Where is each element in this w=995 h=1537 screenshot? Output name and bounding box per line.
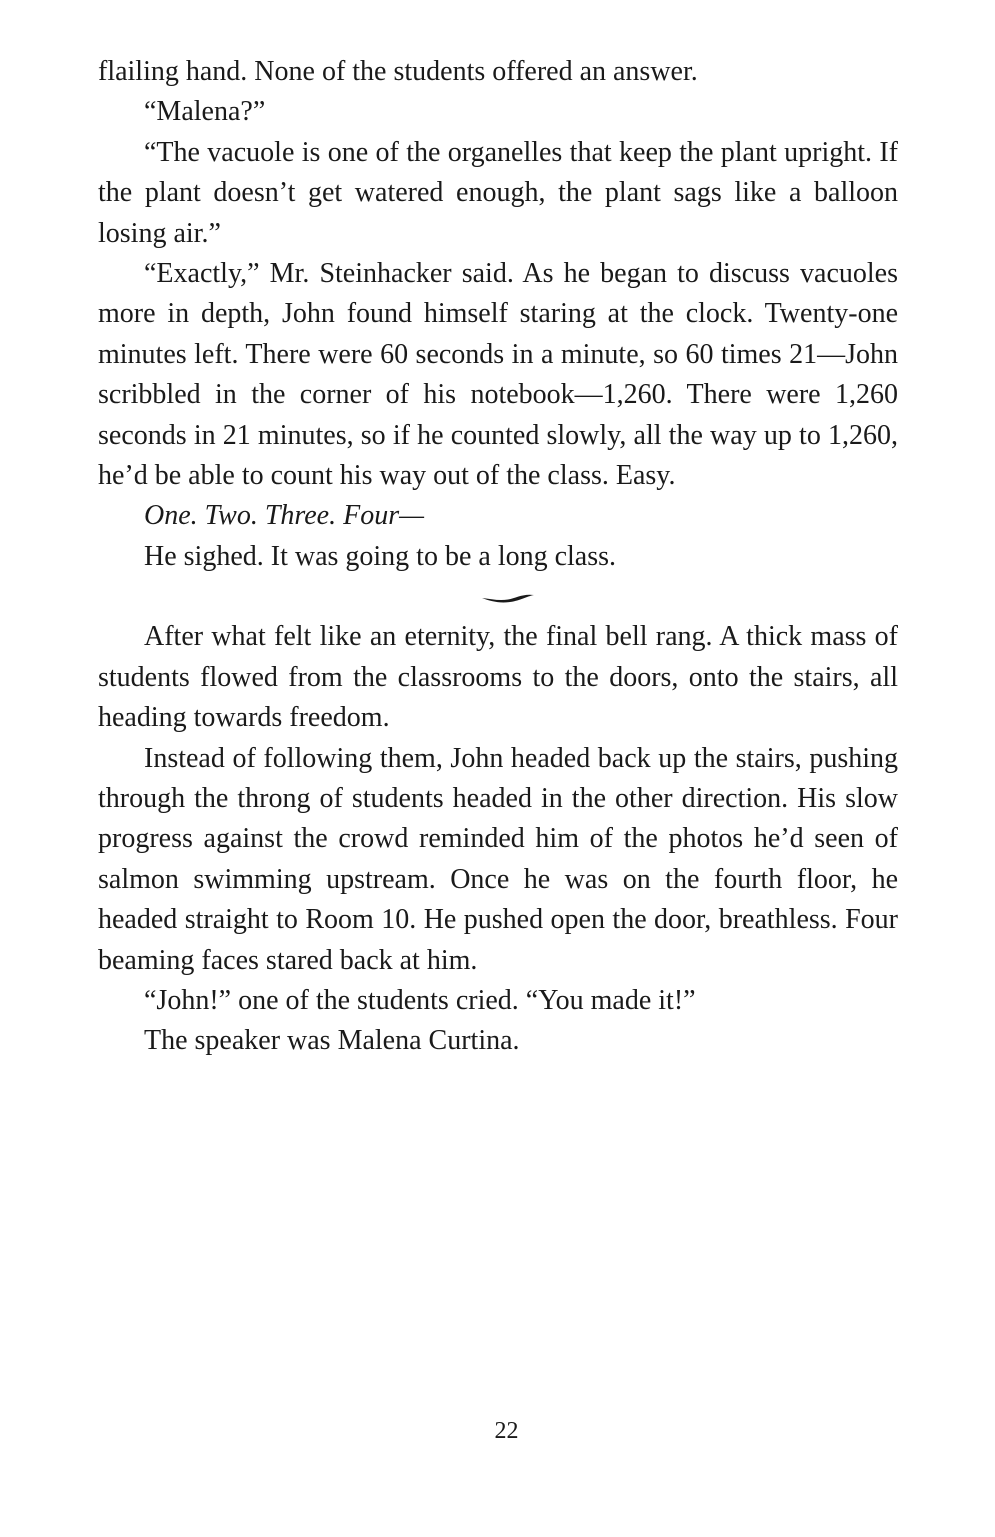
flourish-separator-icon: [481, 590, 535, 604]
paragraph-4: “Exactly,” Mr. Steinhacker said. As he began to discuss vacuoles more in depth, John found himself staring at the clock. Twenty-one minutes left. There were 60 seconds in a minute, so 60 times 21—John scribbled in the corner of his notebook—1,260. There were 1,260 seconds in 21 minutes, so if he counted slowly, all the way up to 1,260, he’d be able to count his way out of the class. Easy.: [98, 258, 898, 492]
paragraph-2: “Malena?”: [144, 96, 266, 128]
page-body: [98, 52, 898, 1062]
italic-text: One. Two. Three. Four—: [144, 500, 424, 532]
paragraph-7: After what felt like an eternity, the final bell rang. A thick mass of students flowed from the classrooms to the doors, onto the stairs, all heading towards freedom.: [98, 621, 898, 734]
paragraph-6: He sighed. It was going to be a long class.: [144, 540, 617, 572]
page-number: 22: [494, 1418, 519, 1444]
section-separator: [98, 577, 898, 617]
paragraph-3: “The vacuole is one of the organelles that keep the plant upright. If the plant doesn’t get watered enough, the plant sags like a balloon losing air.”: [98, 136, 898, 249]
paragraph-10: The speaker was Malena Curtina.: [144, 1025, 520, 1057]
paragraph-9: “John!” one of the students cried. “You made it!”: [144, 984, 696, 1016]
paragraph-5-italic: [98, 496, 898, 536]
paragraph-8: Instead of following them, John headed back up the stairs, pushing through the throng of students headed in the other direction. His slow progress against the crowd reminded him of the photos he’d seen of salmon swimming upstream. Once he was on the fourth floor, he headed straight to Room 10. He pushed open the door, breathless. Four beaming faces stared back at him.: [98, 742, 898, 976]
paragraph-1: flailing hand. None of the students offered an answer.: [98, 56, 698, 87]
